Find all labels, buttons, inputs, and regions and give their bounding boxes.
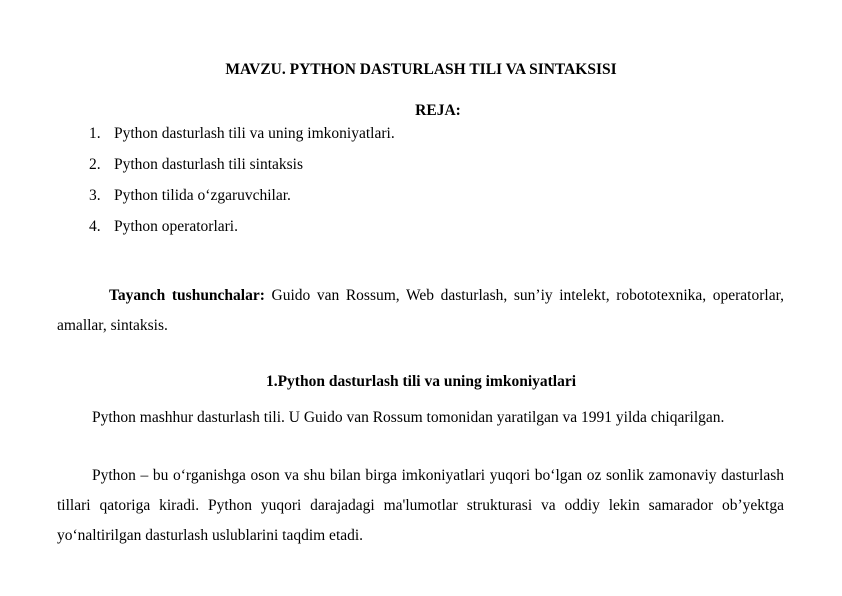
plan-item-text: Python dasturlash tili va uning imkoniyatlari. (114, 125, 395, 142)
plan-item-text: Python dasturlash tili sintaksis (114, 156, 304, 173)
plan-item-number: 4. (89, 218, 101, 235)
plan-item (89, 124, 395, 155)
plan-item-text: Python tilida o‘zgaruvchilar. (114, 187, 291, 204)
body-paragraph (57, 403, 784, 432)
section-heading: 1.Python dasturlash tili va uning imkoniyatlari (265, 373, 577, 390)
plan-item (89, 155, 395, 186)
key-concepts-paragraph (57, 281, 784, 341)
plan-item (89, 186, 395, 217)
plan-item-text: Python operatorlari. (114, 218, 238, 235)
key-concepts-label: Tayanch tushunchalar: (109, 287, 265, 304)
key-concepts-text: Guido van Rossum, Web dasturlash, sun’iy intelekt, robototexnika, operatorlar, amallar, sintaksis. (57, 287, 784, 334)
plan-heading: REJA: (415, 102, 461, 119)
plan-item (89, 217, 395, 248)
paragraph-text: Python – bu o‘rganishga oson va shu bilan birga imkoniyatlari yuqori bo‘lgan oz sonlik zamonaviy dasturlash tillari qatoriga kiradi. Python yuqori darajadagi ma'lumotlar strukturasi va oddiy lekin samarador ob’yektga yo‘naltirilgan dasturlash uslublarini taqdim etadi. (57, 467, 784, 544)
body-paragraph (57, 461, 784, 551)
plan-item-number: 2. (89, 156, 101, 173)
document-title: MAVZU. PYTHON DASTURLASH TILI VA SINTAKSISI (225, 61, 617, 78)
plan-item-number: 3. (89, 187, 101, 204)
plan-item-number: 1. (89, 125, 101, 142)
plan-list (89, 124, 395, 248)
paragraph-text: Python mashhur dasturlash tili. U Guido van Rossum tomonidan yaratilgan va 1991 yilda chiqarilgan. (92, 409, 725, 426)
